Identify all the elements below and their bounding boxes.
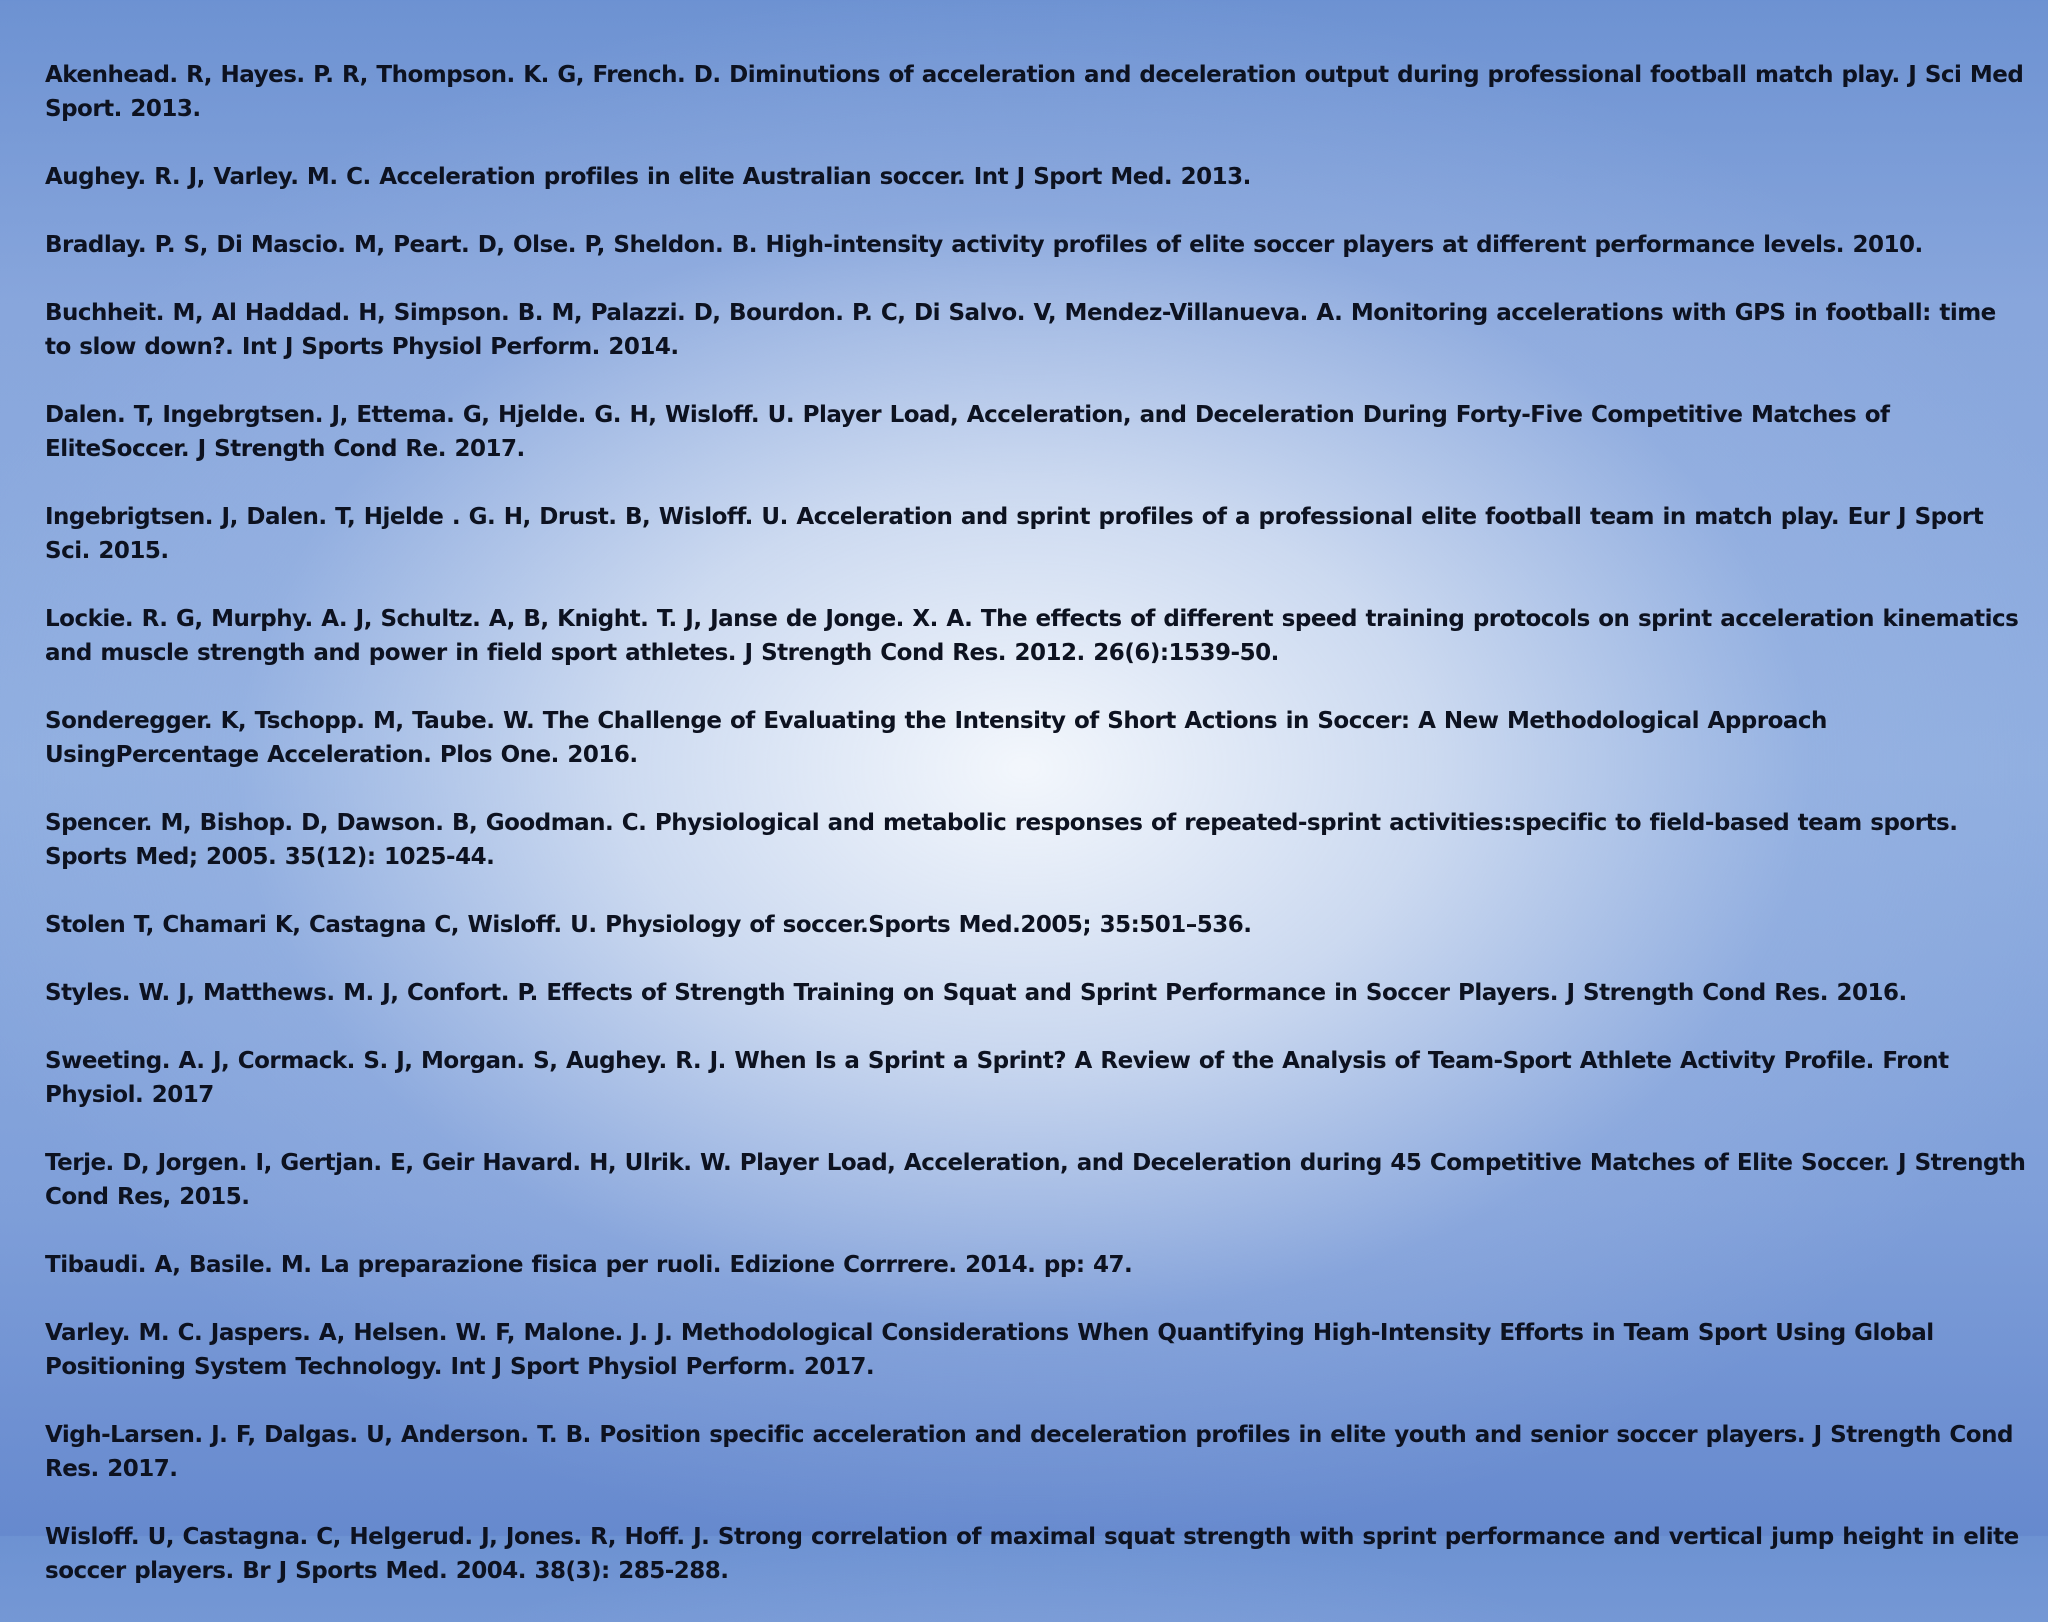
reference-buchheit: Buchheit. M, Al Haddad. H, Simpson. B. M, Palazzi. D, Bourdon. P. C, Di Salvo. V, Mendez-Villanueva. A. Monitoring accelerations with GPS in football: time to slow down?. Int J Sports Physiol Perform. 2014.: [45, 300, 1996, 360]
reference-terje: Terje. D, Jorgen. I, Gertjan. E, Geir Havard. H, Ulrik. W. Player Load, Acceleration, and Deceleration during 45 Competitive Matches of Elite Soccer. J Strength Cond Res, 2015.: [45, 1150, 2026, 1210]
reference-lockie: Lockie. R. G, Murphy. A. J, Schultz. A, B, Knight. T. J, Janse de Jonge. X. A. The effects of different speed training protocols on sprint acceleration kinematics and muscle strength and power in field sport athletes. J Strength Cond Res. 2012. 26(6):1539-50.: [45, 606, 2019, 666]
reference-tibaudi: Tibaudi. A, Basile. M. La preparazione fisica per ruoli. Edizione Corrrere. 2014. pp: 47.: [45, 1252, 1133, 1278]
reference-bradlay: Bradlay. P. S, Di Mascio. M, Peart. D, Olse. P, Sheldon. B. High-intensity activity profiles of elite soccer players at different performance levels. 2010.: [45, 232, 1923, 258]
reference-ingebrigtsen: Ingebrigtsen. J, Dalen. T, Hjelde . G. H, Drust. B, Wisloff. U. Acceleration and sprint profiles of a professional elite football team in match play. Eur J Sport Sci. 2015.: [45, 504, 1984, 564]
reference-stolen: Stolen T, Chamari K, Castagna C, Wisloff. U. Physiology of soccer.Sports Med.2005; 35:501–536.: [45, 912, 1252, 938]
reference-varley: Varley. M. C. Jaspers. A, Helsen. W. F, Malone. J. J. Methodological Considerations When Quantifying High-Intensity Efforts in Team Sport Using Global Positioning System Technology. Int J Sport Physiol Perform. 2017.: [45, 1320, 1934, 1380]
reference-wisloff: Wisloff. U, Castagna. C, Helgerud. J, Jones. R, Hoff. J. Strong correlation of maximal squat strength with sprint performance and vertical jump height in elite soccer players. Br J Sports Med. 2004. 38(3): 285-288.: [45, 1524, 2019, 1584]
reference-spencer: Spencer. M, Bishop. D, Dawson. B, Goodman. C. Physiological and metabolic responses of repeated-sprint activities:specific to field-based team sports. Sports Med; 2005. 35(12): 1025-44.: [45, 810, 1958, 870]
reference-sweeting: Sweeting. A. J, Cormack. S. J, Morgan. S, Aughey. R. J. When Is a Sprint a Sprint? A Review of the Analysis of Team-Sport Athlete Activity Profile. Front Physiol. 2017: [45, 1048, 1949, 1108]
reference-dalen: Dalen. T, Ingebrgtsen. J, Ettema. G, Hjelde. G. H, Wisloff. U. Player Load, Acceleration, and Deceleration During Forty-Five Competitive Matches of EliteSoccer. J Strength Cond Re. 2017.: [45, 402, 1890, 462]
reference-styles: Styles. W. J, Matthews. M. J, Confort. P. Effects of Strength Training on Squat and Sprint Performance in Soccer Players. J Strength Cond Res. 2016.: [45, 980, 1907, 1006]
reference-akenhead: Akenhead. R, Hayes. P. R, Thompson. K. G, French. D. Diminutions of acceleration and deceleration output during professional football match play. J Sci Med Sport. 2013.: [45, 62, 2024, 122]
reference-aughey: Aughey. R. J, Varley. M. C. Acceleration profiles in elite Australian soccer. Int J Sport Med. 2013.: [45, 164, 1251, 190]
reference-vigh-larsen: Vigh-Larsen. J. F, Dalgas. U, Anderson. T. B. Position specific acceleration and deceleration profiles in elite youth and senior soccer players. J Strength Cond Res. 2017.: [45, 1422, 2013, 1482]
reference-sonderegger: Sonderegger. K, Tschopp. M, Taube. W. The Challenge of Evaluating the Intensity of Short Actions in Soccer: A New Methodological Approach UsingPercentage Acceleration. Plos One. 2016.: [45, 708, 1827, 768]
reference-list: [45, 58, 2030, 1622]
